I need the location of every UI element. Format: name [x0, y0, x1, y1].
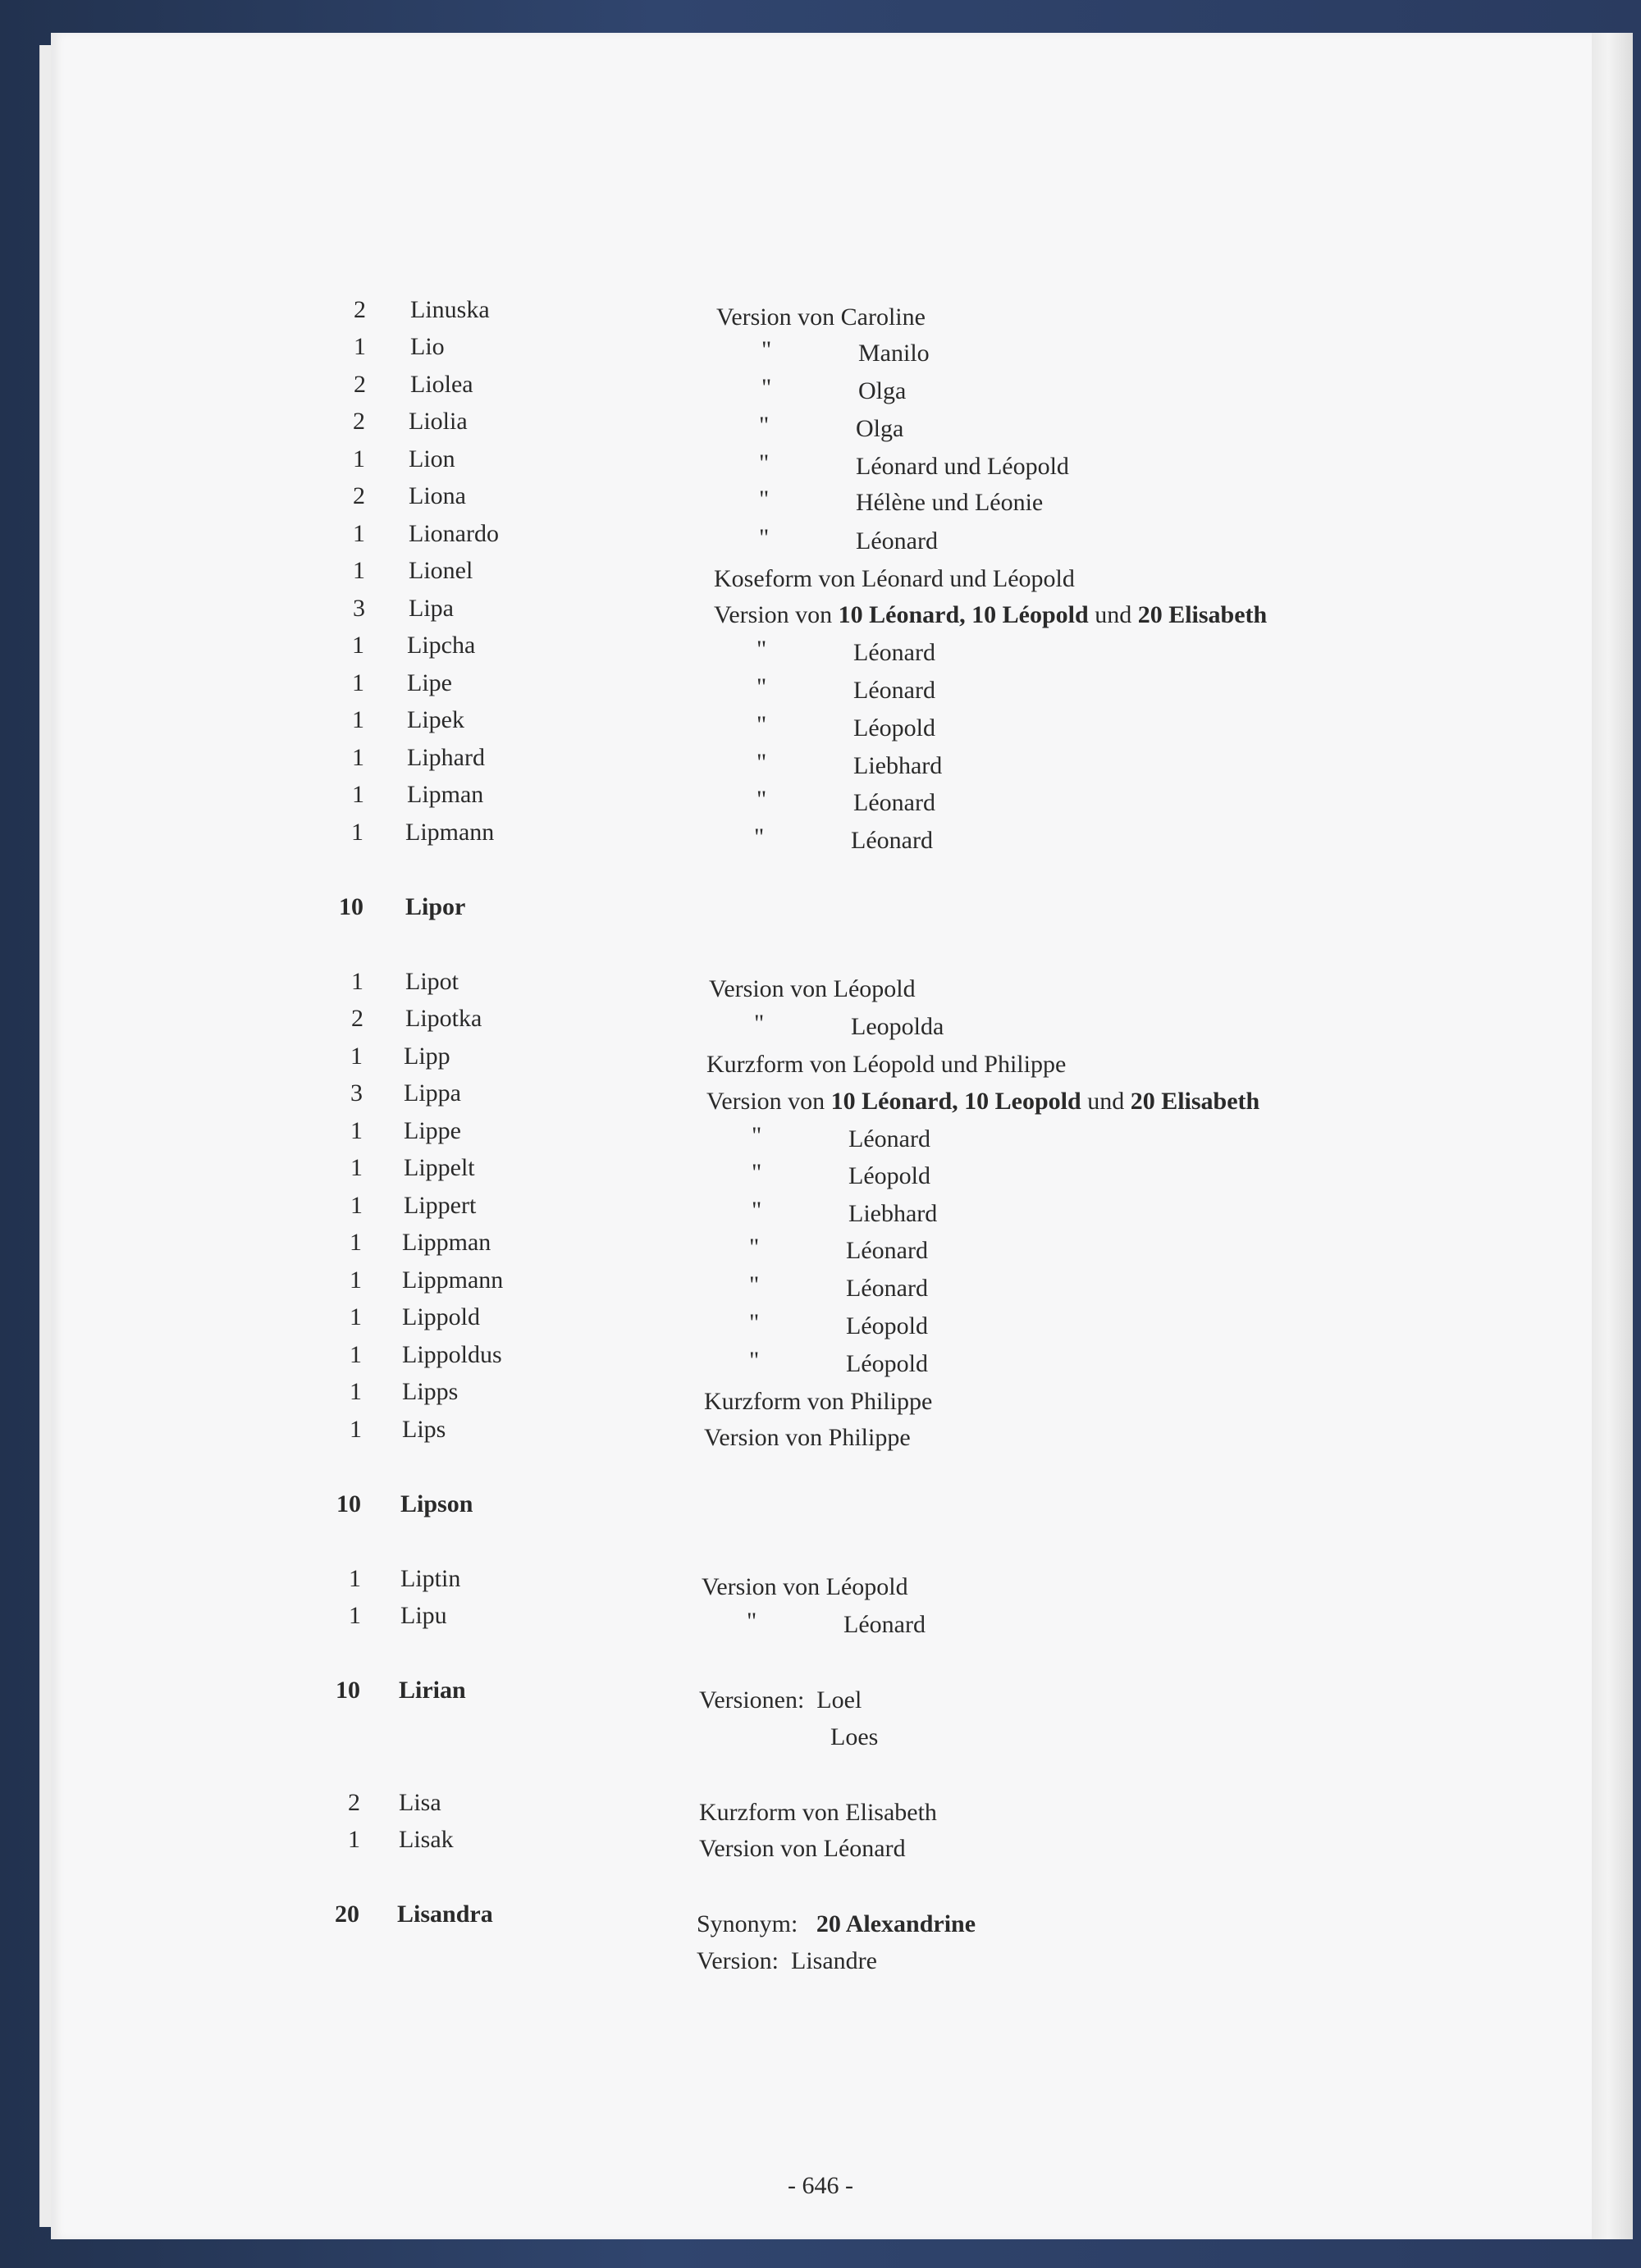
description-part: Version von Philippe [704, 1424, 911, 1451]
entry-description [699, 1830, 906, 1868]
entry-name: Liphard [407, 744, 485, 771]
entry-reference: Manilo [858, 340, 930, 367]
entry-reference: Léonard [856, 527, 938, 554]
entry-row [0, 403, 1641, 440]
entry-row [0, 328, 1641, 366]
entry-name: Lipot [405, 968, 459, 995]
entry-name: Lippold [402, 1303, 480, 1330]
entry-name: Lipman [407, 781, 484, 808]
entry-count: 1 [352, 744, 364, 771]
entry-count: 1 [352, 706, 364, 733]
description-part: und [1088, 601, 1138, 628]
entry-name: Lippmann [402, 1266, 504, 1294]
entry-name: Liolia [409, 408, 468, 435]
entry-count: 1 [350, 1378, 362, 1405]
entry-count: 1 [350, 1303, 362, 1330]
entry-reference: Léonard [843, 1611, 926, 1638]
entry-row [0, 1896, 1641, 1937]
entry-count: 10 [336, 1677, 360, 1704]
entry-count: 1 [352, 632, 364, 659]
entry-count: 1 [349, 1602, 361, 1629]
entry-name: Lionardo [409, 520, 499, 547]
description-part: Kurzform von Philippe [704, 1388, 933, 1415]
entry-name: Lisak [399, 1826, 454, 1853]
description-part: Version von [714, 601, 839, 628]
entry-description [830, 1718, 878, 1756]
entry-row [0, 1336, 1641, 1377]
entry-name: Lion [409, 445, 455, 472]
entry-row [0, 1373, 1641, 1415]
entry-name: Lipps [402, 1378, 459, 1405]
entry-reference: Léonard [853, 639, 935, 666]
description-part: 10 Léonard, 10 Léopold [838, 601, 1089, 628]
entry-row [0, 515, 1641, 553]
entry-row [0, 477, 1641, 515]
entry-name: Linuska [410, 296, 490, 323]
entry-name: Lisandra [397, 1901, 493, 1928]
description-part: Kurzform von Elisabeth [699, 1799, 937, 1826]
description-part: Koseform von Léonard und Léopold [714, 565, 1075, 592]
entry-row [0, 291, 1641, 329]
entry-count: 2 [351, 1005, 363, 1032]
entry-count: 1 [350, 1192, 363, 1219]
ditto-mark: " [757, 711, 767, 738]
entry-reference: Olga [858, 377, 907, 404]
entry-name: Lirian [399, 1677, 466, 1704]
description-part: Version von Léopold [709, 975, 916, 1002]
entry-count: 2 [353, 408, 365, 435]
entry-name: Lippelt [404, 1154, 475, 1181]
entry-description [704, 1419, 911, 1457]
ditto-mark: " [757, 786, 767, 813]
entry-count: 1 [353, 445, 365, 472]
entry-name: Liona [409, 482, 466, 509]
entry-reference: Léonard [853, 677, 935, 704]
description-part: 10 Léonard, 10 Leopold [830, 1088, 1081, 1115]
description-part: Version von Léopold [702, 1573, 908, 1600]
description-part: Version von [706, 1088, 831, 1115]
entry-count: 1 [349, 1565, 361, 1592]
description-part: Kurzform von Léopold und Philippe [706, 1051, 1067, 1078]
entry-name: Lipor [405, 893, 466, 920]
ditto-mark: " [757, 673, 767, 700]
description-part: 20 Elisabeth [1130, 1088, 1260, 1115]
entry-row [0, 552, 1641, 590]
entry-count: 3 [350, 1079, 363, 1107]
entry-count: 1 [350, 1266, 362, 1294]
entry-reference: Léopold [848, 1162, 930, 1189]
entry-reference: Léopold [853, 714, 935, 742]
entry-reference: Liebhard [853, 752, 943, 779]
entry-row [0, 1597, 1641, 1638]
entry-name: Lippoldus [402, 1341, 502, 1368]
entry-count: 1 [354, 333, 366, 360]
ditto-mark: " [749, 1234, 760, 1261]
entry-name: Lipe [407, 669, 452, 696]
entry-row [0, 664, 1641, 702]
entry-name: Lipek [407, 706, 464, 733]
entry-count: 10 [336, 1490, 361, 1517]
ditto-mark: " [754, 1010, 765, 1037]
entry-count: 3 [353, 595, 365, 622]
entry-row [0, 590, 1641, 627]
entry-reference: Hélène und Léonie [856, 489, 1044, 516]
ditto-mark: " [749, 1309, 760, 1336]
ditto-mark: " [749, 1271, 760, 1298]
entry-row [0, 814, 1641, 854]
ditto-mark: " [752, 1122, 762, 1149]
entry-name: Lips [402, 1416, 446, 1443]
entry-name: Lipcha [407, 632, 476, 659]
ditto-mark: " [754, 824, 765, 851]
entry-name: Liolea [410, 371, 473, 398]
entry-count: 2 [354, 371, 366, 398]
entry-row [0, 701, 1641, 742]
entry-count: 1 [351, 819, 363, 846]
entry-reference: Léonard [846, 1237, 928, 1264]
entry-count: 1 [352, 781, 364, 808]
entry-name: Lipotka [405, 1005, 482, 1032]
entry-row [0, 1485, 1641, 1523]
entry-row [0, 1560, 1641, 1598]
ditto-mark: " [757, 749, 767, 776]
entry-count: 1 [350, 1416, 362, 1443]
entry-name: Lipson [400, 1490, 473, 1517]
entry-row [0, 888, 1641, 926]
entry-row [0, 1709, 1641, 1750]
entry-count: 1 [350, 1117, 363, 1144]
entry-name: Lio [410, 333, 445, 360]
entry-count: 20 [335, 1901, 359, 1928]
entry-reference: Léopold [846, 1312, 928, 1339]
ditto-mark: " [757, 636, 767, 663]
entry-row [0, 1784, 1641, 1826]
ditto-mark: " [749, 1347, 760, 1374]
entry-row [0, 627, 1641, 664]
entry-row [0, 1000, 1641, 1038]
entry-row [0, 1933, 1641, 1974]
entry-row [0, 963, 1641, 1001]
entry-row [0, 776, 1641, 814]
entry-reference: Léonard [846, 1275, 928, 1302]
entry-name: Liptin [400, 1565, 461, 1592]
page-number: - 646 - [788, 2172, 853, 2199]
entry-row [0, 1411, 1641, 1449]
description-part: und [1081, 1088, 1131, 1115]
entry-name: Lipmann [405, 819, 495, 846]
description-part: Loes [830, 1723, 879, 1750]
entry-count: 1 [348, 1826, 360, 1853]
entry-count: 2 [354, 296, 366, 323]
description-part: Versionen: Loel [699, 1686, 862, 1714]
description-part: Synonym: [697, 1910, 816, 1937]
entry-count: 1 [352, 669, 364, 696]
entry-count: 2 [353, 482, 365, 509]
ditto-mark: " [761, 374, 772, 401]
description-part: 20 Alexandrine [816, 1910, 976, 1937]
entry-reference: Léonard und Léopold [856, 453, 1069, 480]
entry-count: 1 [353, 520, 365, 547]
description-part: 20 Elisabeth [1137, 601, 1268, 628]
entry-count: 1 [350, 1229, 362, 1256]
entry-count: 10 [339, 893, 363, 920]
entry-row [0, 366, 1641, 404]
entry-row [0, 1075, 1641, 1115]
entry-name: Lionel [409, 557, 473, 584]
ditto-mark: " [752, 1159, 762, 1186]
entry-name: Lipa [409, 595, 454, 622]
entry-row [0, 1821, 1641, 1862]
entry-name: Lippert [404, 1192, 477, 1219]
entry-count: 1 [350, 1154, 363, 1181]
description-part: Version: Lisandre [697, 1947, 877, 1974]
entry-description [697, 1942, 877, 1980]
entry-name: Lisa [399, 1789, 441, 1816]
ditto-mark: " [752, 1197, 762, 1224]
entry-row [0, 1298, 1641, 1339]
entry-row [0, 1149, 1641, 1187]
ditto-mark: " [759, 486, 770, 513]
entry-row [0, 1112, 1641, 1150]
entry-name: Lipu [400, 1602, 447, 1629]
ditto-mark: " [759, 449, 770, 477]
entry-count: 1 [350, 1341, 362, 1368]
ditto-mark: " [759, 524, 770, 551]
entry-row [0, 1262, 1641, 1302]
description-part: Version von Léonard [699, 1835, 906, 1862]
entry-name: Lippman [402, 1229, 491, 1256]
entry-row [0, 440, 1641, 478]
entry-reference: Léonard [848, 1125, 930, 1152]
entry-row [0, 1187, 1641, 1225]
entry-reference: Leopolda [851, 1013, 944, 1040]
ditto-mark: " [761, 336, 772, 363]
entry-name: Lippa [404, 1079, 461, 1107]
ditto-mark: " [759, 412, 770, 439]
entry-reference: Léopold [846, 1350, 928, 1377]
entry-count: 1 [351, 968, 363, 995]
entry-row [0, 1038, 1641, 1078]
entry-row [0, 1672, 1641, 1714]
entry-name: Lipp [404, 1043, 450, 1070]
description-part: Version von Caroline [716, 303, 926, 331]
entry-reference: Olga [856, 415, 904, 442]
entry-count: 1 [350, 1043, 363, 1070]
entry-row [0, 739, 1641, 777]
entry-name: Lippe [404, 1117, 461, 1144]
entry-reference: Léonard [851, 827, 933, 854]
entry-reference: Liebhard [848, 1200, 938, 1227]
entry-reference: Léonard [853, 789, 935, 816]
entry-row [0, 1224, 1641, 1262]
entry-count: 2 [348, 1789, 360, 1816]
ditto-mark: " [747, 1608, 757, 1635]
entry-count: 1 [353, 557, 365, 584]
